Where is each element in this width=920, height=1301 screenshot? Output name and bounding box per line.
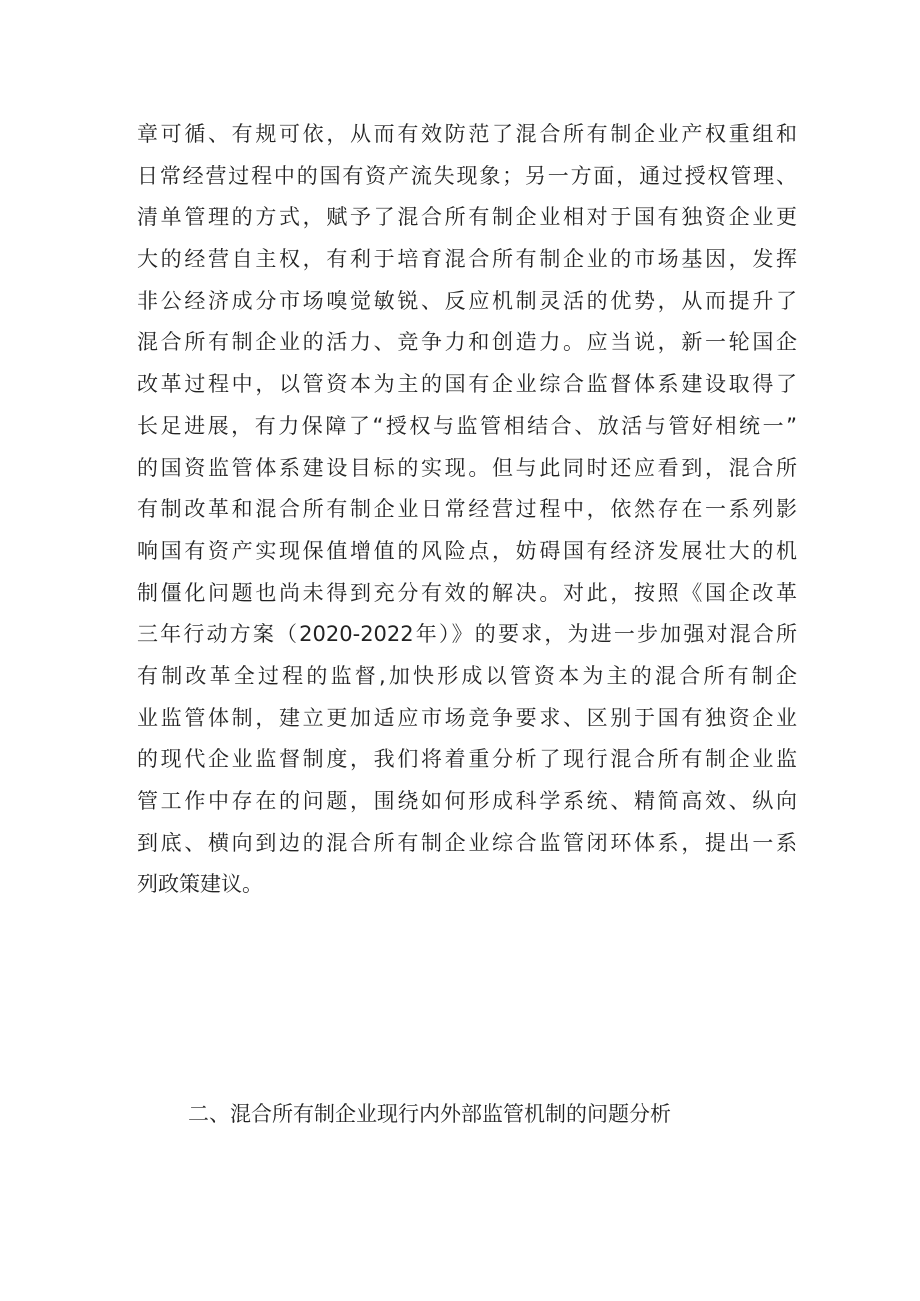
paragraph-line-last: 列政策建议。	[137, 872, 263, 897]
paragraph-line: 有制改革和混合所有制企业日常经营过程中，依然存在一系列影	[137, 497, 797, 522]
paragraph-line: 有制改革全过程的监督,加快形成以管资本为主的混合所有制企	[137, 663, 797, 688]
body-paragraph	[137, 114, 797, 906]
paragraph-line: 章可循、有规可依，从而有效防范了混合所有制企业产权重组和	[137, 122, 797, 146]
paragraph-line: 制僵化问题也尚未得到充分有效的解决。对此，按照《国企改革	[137, 580, 797, 605]
paragraph-line: 管工作中存在的问题，围绕如何形成科学系统、精简高效、纵向	[137, 789, 797, 813]
paragraph-line: 长足进展，有力保障了“授权与监管相结合、放活与管好相统一”	[137, 413, 797, 438]
paragraph-line: 清单管理的方式，赋予了混合所有制企业相对于国有独资企业更	[137, 205, 797, 230]
paragraph-line: 三年行动方案（2020-2022年）》的要求，为进一步加强对混合所	[137, 622, 797, 647]
section-heading: 二、混合所有制企业现行内外部监管机制的问题分析	[188, 1102, 671, 1126]
paragraph-line: 的现代企业监督制度，我们将着重分析了现行混合所有制企业监	[137, 747, 797, 772]
paragraph-line: 非公经济成分市场嗅觉敏锐、反应机制灵活的优势，从而提升了	[137, 288, 797, 313]
paragraph-line: 大的经营自主权，有利于培育混合所有制企业的市场基因，发挥	[137, 247, 797, 272]
paragraph-line: 日常经营过程中的国有资产流失现象；另一方面，通过授权管理、	[137, 163, 797, 188]
paragraph-line: 到底、横向到边的混合所有制企业综合监管闭环体系，提出一系	[137, 830, 797, 855]
paragraph-line: 混合所有制企业的活力、竞争力和创造力。应当说，新一轮国企	[137, 330, 797, 355]
paragraph-line: 改革过程中，以管资本为主的国有企业综合监督体系建设取得了	[137, 372, 797, 397]
paragraph-line: 的国资监管体系建设目标的实现。但与此同时还应看到，混合所	[137, 455, 797, 480]
paragraph-line: 响国有资产实现保值增值的风险点，妨碍国有经济发展壮大的机	[137, 538, 797, 563]
paragraph-line: 业监管体制，建立更加适应市场竞争要求、区别于国有独资企业	[137, 705, 797, 730]
